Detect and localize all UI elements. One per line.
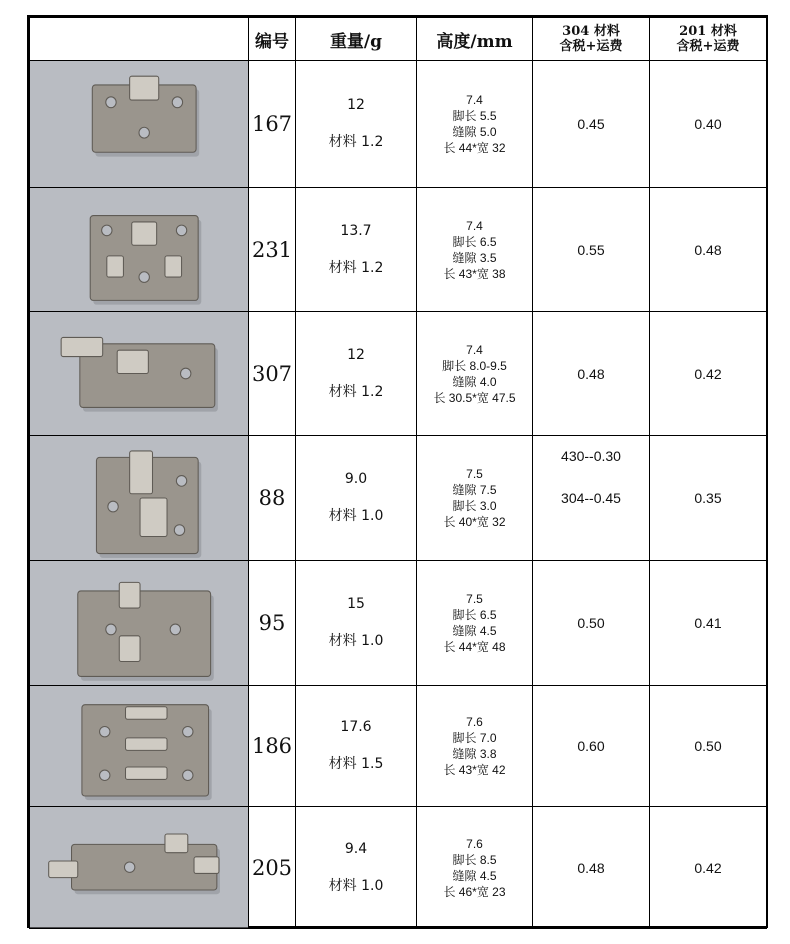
row-weight-cell bbox=[296, 312, 417, 436]
clip-tab bbox=[165, 834, 188, 853]
row-height-cell bbox=[417, 686, 533, 807]
clip-tab bbox=[130, 76, 159, 100]
row-height-line: 7.6 bbox=[466, 715, 483, 730]
clip-hole bbox=[100, 770, 110, 780]
header-price-201 bbox=[650, 18, 767, 61]
clip-photo-image bbox=[30, 436, 248, 560]
clip-photo-image bbox=[30, 561, 248, 685]
row-weight: 17.6 bbox=[340, 719, 372, 736]
row-weight: 12 bbox=[347, 346, 365, 363]
row-weight: 15 bbox=[347, 596, 365, 612]
row-material: 材料 1.0 bbox=[328, 877, 384, 894]
row-height-line: 缝隙 4.0 bbox=[452, 374, 497, 389]
clip-tab bbox=[126, 738, 168, 750]
row-price-201: 0.42 bbox=[650, 312, 767, 436]
clip-hole bbox=[124, 862, 134, 872]
table-row bbox=[30, 561, 767, 686]
row-height-line: 7.5 bbox=[466, 467, 483, 481]
row-material: 材料 1.5 bbox=[328, 756, 384, 773]
header-row bbox=[30, 18, 767, 61]
clip-hole bbox=[106, 624, 116, 635]
row-material: 材料 1.2 bbox=[328, 383, 384, 400]
row-height-line: 脚长 8.0-9.5 bbox=[442, 358, 507, 373]
photo-cell bbox=[30, 686, 249, 807]
row-price-304-line: 304--0.45 bbox=[561, 490, 621, 506]
clip-hole bbox=[181, 368, 191, 379]
row-height-line: 缝隙 5.0 bbox=[452, 125, 497, 139]
row-code: 307 bbox=[249, 312, 296, 436]
row-height-line: 7.4 bbox=[466, 218, 483, 233]
row-height-line: 长 40*宽 32 bbox=[443, 515, 506, 529]
row-height-line: 脚长 6.5 bbox=[452, 608, 497, 622]
clip-tab bbox=[165, 256, 182, 277]
clip-tab bbox=[117, 350, 148, 373]
table-row bbox=[30, 188, 767, 312]
table-row bbox=[30, 807, 767, 928]
clip-hole bbox=[183, 770, 193, 780]
clip-tab bbox=[61, 337, 103, 356]
header-price-201-note: 含税+运费 bbox=[676, 39, 740, 54]
photo-cell bbox=[30, 436, 249, 561]
row-price-304-line: 0.60 bbox=[577, 738, 605, 755]
row-height-line: 脚长 3.0 bbox=[452, 499, 497, 513]
clip-hole bbox=[176, 476, 186, 487]
header-photo bbox=[30, 18, 249, 61]
photo-cell bbox=[30, 188, 249, 312]
photo-cell bbox=[30, 312, 249, 436]
header-code: 编号 bbox=[249, 18, 296, 61]
row-weight: 13.7 bbox=[340, 222, 372, 239]
clip-spec-table bbox=[29, 17, 767, 929]
row-code: 186 bbox=[249, 686, 296, 807]
clip-tab bbox=[132, 222, 157, 245]
table-row bbox=[30, 686, 767, 807]
row-material: 材料 1.2 bbox=[328, 259, 384, 276]
row-weight-cell bbox=[296, 561, 417, 686]
row-price-304-line: 0.50 bbox=[577, 615, 605, 631]
row-height-line: 7.5 bbox=[466, 592, 483, 606]
row-height-line: 长 44*宽 32 bbox=[443, 141, 506, 155]
row-price-304 bbox=[533, 188, 650, 312]
row-weight: 12 bbox=[347, 97, 365, 113]
clip-photo bbox=[30, 807, 248, 927]
row-price-304 bbox=[533, 61, 650, 188]
row-price-304-line: 430--0.30 bbox=[561, 448, 621, 464]
row-height-line: 长 44*宽 48 bbox=[443, 640, 506, 654]
row-price-201: 0.42 bbox=[650, 807, 767, 928]
row-price-304 bbox=[533, 686, 650, 807]
row-price-304 bbox=[533, 561, 650, 686]
row-height-line: 长 30.5*宽 47.5 bbox=[433, 390, 516, 405]
row-weight: 9.4 bbox=[344, 840, 368, 857]
clip-photo bbox=[30, 188, 248, 311]
header-weight: 重量/g bbox=[296, 18, 417, 61]
row-height-line: 长 43*宽 38 bbox=[443, 266, 506, 281]
row-price-304-line: 0.48 bbox=[577, 859, 605, 876]
row-price-304-line: 0.45 bbox=[577, 116, 605, 132]
clip-hole bbox=[183, 726, 193, 736]
clip-photo-image bbox=[30, 686, 248, 806]
row-price-201: 0.48 bbox=[650, 188, 767, 312]
photo-cell bbox=[30, 807, 249, 928]
row-height-line: 脚长 6.5 bbox=[452, 234, 497, 249]
row-height-line: 7.4 bbox=[466, 342, 483, 357]
clip-hole bbox=[139, 272, 149, 283]
clip-hole bbox=[176, 225, 186, 236]
row-weight-cell bbox=[296, 61, 417, 188]
clip-photo-image bbox=[30, 61, 248, 187]
row-height-line: 缝隙 3.5 bbox=[452, 250, 497, 265]
clip-plate bbox=[78, 591, 211, 677]
row-height-cell bbox=[417, 436, 533, 561]
row-price-201: 0.41 bbox=[650, 561, 767, 686]
table-row bbox=[30, 436, 767, 561]
row-height-line: 脚长 7.0 bbox=[452, 731, 497, 746]
clip-photo bbox=[30, 686, 248, 806]
header-price-304-note: 含税+运费 bbox=[559, 39, 623, 54]
header-price-304-material: 304 材料 bbox=[562, 24, 620, 39]
row-code: 205 bbox=[249, 807, 296, 928]
row-code: 88 bbox=[249, 436, 296, 561]
row-height-cell bbox=[417, 561, 533, 686]
table-row bbox=[30, 312, 767, 436]
row-height-cell bbox=[417, 312, 533, 436]
header-price-304 bbox=[533, 18, 650, 61]
header-price-201-material: 201 材料 bbox=[679, 24, 737, 39]
row-height-cell bbox=[417, 807, 533, 928]
row-code: 231 bbox=[249, 188, 296, 312]
clip-tab bbox=[140, 498, 167, 536]
row-price-304 bbox=[533, 807, 650, 928]
row-height-line: 缝隙 4.5 bbox=[452, 624, 497, 638]
row-height-cell bbox=[417, 61, 533, 188]
row-height-line: 7.4 bbox=[466, 93, 483, 107]
row-weight-cell bbox=[296, 436, 417, 561]
clip-photo bbox=[30, 436, 248, 560]
row-height-cell bbox=[417, 188, 533, 312]
clip-tab bbox=[126, 707, 168, 719]
clip-photo bbox=[30, 561, 248, 685]
clip-photo-image bbox=[30, 807, 248, 927]
row-price-201: 0.50 bbox=[650, 686, 767, 807]
clip-photo-image bbox=[30, 312, 248, 435]
row-height-line: 缝隙 7.5 bbox=[452, 483, 497, 497]
row-weight-cell bbox=[296, 188, 417, 312]
clip-tab bbox=[119, 582, 140, 608]
header-height: 高度/mm bbox=[417, 18, 533, 61]
clip-photo-image bbox=[30, 188, 248, 311]
row-height-line: 缝隙 4.5 bbox=[452, 868, 497, 883]
row-price-304-line: 0.55 bbox=[577, 241, 605, 258]
clip-tab bbox=[126, 767, 168, 779]
row-height-line: 长 43*宽 42 bbox=[443, 763, 506, 778]
clip-hole bbox=[108, 501, 118, 512]
clip-photo bbox=[30, 61, 248, 187]
table-row bbox=[30, 61, 767, 188]
row-material: 材料 1.0 bbox=[328, 508, 384, 524]
row-material: 材料 1.0 bbox=[328, 633, 384, 649]
row-code: 167 bbox=[249, 61, 296, 188]
clip-tab bbox=[107, 256, 124, 277]
row-price-304-line: 0.48 bbox=[577, 365, 605, 382]
clip-hole bbox=[170, 624, 180, 635]
row-price-304 bbox=[533, 436, 650, 561]
clip-photo bbox=[30, 312, 248, 435]
clip-hole bbox=[106, 97, 116, 108]
clip-hole bbox=[139, 127, 149, 138]
clip-hole bbox=[174, 525, 184, 536]
clip-hole bbox=[102, 225, 112, 236]
clip-hole bbox=[100, 726, 110, 736]
row-price-201: 0.35 bbox=[650, 436, 767, 561]
row-weight-cell bbox=[296, 686, 417, 807]
row-height-line: 脚长 8.5 bbox=[452, 852, 497, 867]
row-weight: 9.0 bbox=[344, 471, 368, 487]
clip-tab bbox=[119, 636, 140, 662]
row-height-line: 脚长 5.5 bbox=[452, 109, 497, 123]
spec-sheet bbox=[27, 15, 768, 928]
row-price-201: 0.40 bbox=[650, 61, 767, 188]
row-code: 95 bbox=[249, 561, 296, 686]
row-height-line: 长 46*宽 23 bbox=[443, 884, 506, 899]
row-height-line: 7.6 bbox=[466, 836, 483, 851]
row-price-304 bbox=[533, 312, 650, 436]
photo-cell bbox=[30, 61, 249, 188]
row-material: 材料 1.2 bbox=[328, 134, 384, 150]
clip-tab bbox=[49, 861, 78, 878]
clip-tab bbox=[130, 451, 153, 494]
row-weight-cell bbox=[296, 807, 417, 928]
row-height-line: 缝隙 3.8 bbox=[452, 747, 497, 762]
clip-tab bbox=[194, 857, 219, 874]
clip-hole bbox=[172, 97, 182, 108]
photo-cell bbox=[30, 561, 249, 686]
